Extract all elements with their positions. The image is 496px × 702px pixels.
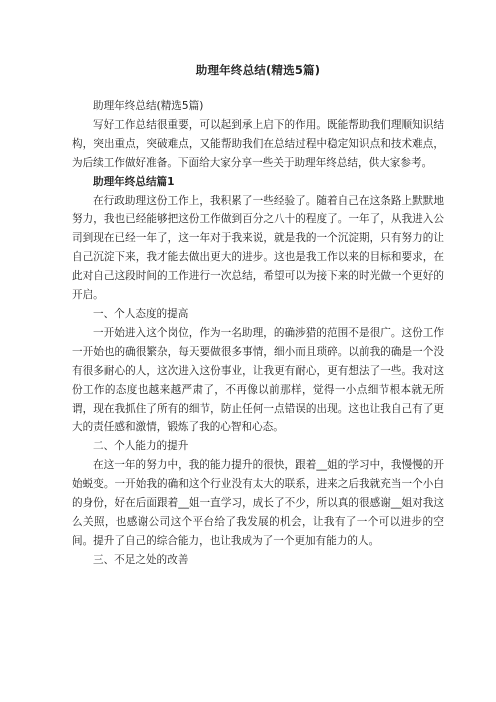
section-heading-1: 一、个人态度的提高 [93,307,189,320]
document-subtitle: 助理年终总结(精选5篇) [93,100,204,112]
section-paragraph-2: 在这一年的努力中，我的能力提升的很快，跟着__姐的学习中，我慢慢的开始蜕变。一开始我的确和这个行业没有太大的联系，进来之后我就充当一个小白的身份，好在后面跟着__姐一直学习，成长了不少，所以真的很感谢__姐对我这么关照，也感谢公司这个平台给了我发展的机会，让我有了一个可以进步的空间。提升了自己的综合能力，也让我成为了一个更加有能力的人。 [72,459,444,547]
intro-paragraph: 写好工作总结很重要，可以起到承上启下的作用。既能帮助我们理顺知识结构，突出重点，突破难点，又能帮助我们在总结过程中稳定知识点和技术难点，为后续工作做好准备。下面给大家分享一些关于助理年终总结，供大家参考。 [72,118,444,169]
section1-paragraph: 在行政助理这份工作上，我积累了一些经验了。随着自己在这条路上默默地努力，我也已经能够把这份工作做到百分之八十的程度了。一年了，从我进入公司到现在已经一年了，这一年对于我来说，就是我的一个沉淀期，只有努力的让自己沉淀下来，我才能去做出更大的进步。这也是我工作以来的目标和要求，在此对自己这段时间的工作进行一次总结，希望可以为接下来的时光做一个更好的开启。 [72,194,444,302]
section-heading-2: 二、个人能力的提升 [93,440,189,453]
section-heading-3: 三、不足之处的改善 [93,553,189,566]
document-title: 助理年终总结(精选5篇) [195,63,321,77]
section-paragraph-1: 一开始进入这个岗位，作为一名助理，的确涉猎的范围不是很广。这份工作一开始也的确很繁杂，每天要做很多事情，细小而且琐碎。以前我的确是一个没有很多耐心的人，这次进入这份事业，让我更有耐心，更有想法了一些。我对这份工作的态度也越来越严肃了，不再像以前那样，觉得一小点细节根本就无所谓，现在我抓住了所有的细节，防止任何一点错误的出现。这也让我自己有了更大的责任感和激情，锻炼了我的心智和心态。 [72,326,444,434]
section1-title: 助理年终总结篇1 [93,175,175,188]
